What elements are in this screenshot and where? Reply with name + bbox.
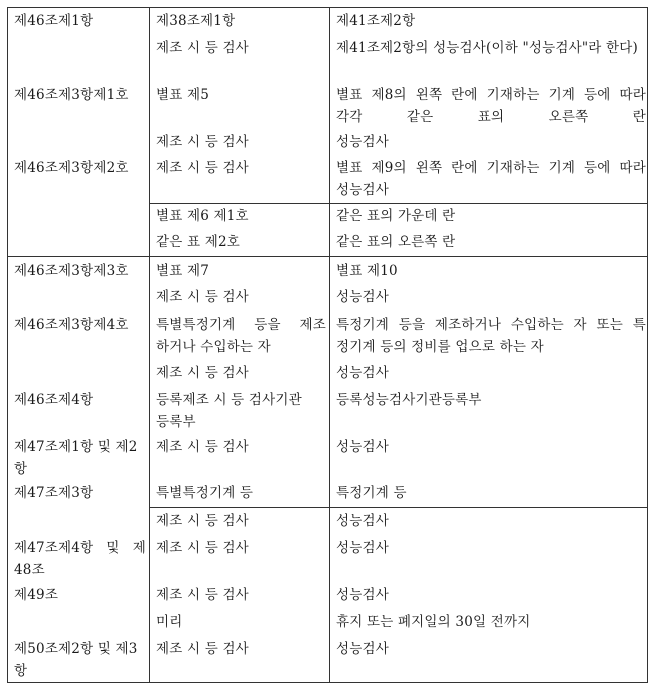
table-cell-provision: 제47조제3항 [14,485,94,501]
table-cell-original: 특별특정기계 등 [156,485,254,501]
cell-line: 각각 같은 표의 오른쪽 란 [336,109,646,125]
table-cell-original: 제조 시 등 검사 [156,540,249,556]
table-cell-provision: 제49조 [14,587,59,603]
table-cell-replacement: 성능검사 [336,134,389,150]
cell-line: 정기계 등의 정비를 업으로 하는 자 [336,339,544,355]
table-cell-replacement: 같은 표의 오른쪽 란 [336,234,456,250]
cell-line: 하거나 수입하는 자 [156,339,271,355]
column-divider [149,7,150,683]
table-cell-provision [14,537,146,581]
table-cell-provision: 제46조제4항 [14,392,94,408]
table-cell-replacement: 성능검사 [336,587,389,603]
table-cell-replacement: 제41조제2항 [336,13,416,29]
row-divider [7,256,648,257]
table-cell-replacement: 휴지 또는 폐지일의 30일 전까지 [336,614,531,630]
table-cell-replacement: 성능검사 [336,641,389,657]
table-cell-original: 제조 시 등 검사 [156,289,249,305]
table-cell-provision: 제46조제3항제2호 [14,160,129,176]
table-cell-original: 미리 [156,614,183,630]
table-cell-original: 제조 시 등 검사 [156,160,249,176]
cell-line: 제47조제1항 및 제2 [14,439,138,455]
table-cell-provision: 제46조제3항제3호 [14,263,129,279]
table-cell-provision [14,638,146,682]
table-cell-replacement: 성능검사 [336,513,389,529]
table-cell-replacement: 특정기계 등 [336,485,407,501]
cell-line: 48조 [14,562,45,578]
table-cell-original [156,389,326,433]
table-cell-original: 제조 시 등 검사 [156,134,249,150]
table-cell-original: 제조 시 등 검사 [156,40,249,56]
table-cell-original: 별표 제5 [156,87,210,103]
row-divider [149,203,648,204]
cell-line: 특정기계 등을 제조하거나 수입하는 자 또는 특 [336,317,646,333]
table-cell-original [156,314,326,358]
cell-line: 제50조제2항 및 제3 [14,641,138,657]
table-cell-replacement: 등록성능검사기관등록부 [336,392,482,408]
table-cell-replacement [336,157,646,201]
cell-line: 별표 제8의 왼쪽 란에 기재하는 기계 등에 따라 [336,87,646,103]
cell-line: 등록제조 시 등 검사기관 [156,392,302,408]
table-cell-original: 같은 표 제2호 [156,234,240,250]
table-cell-original: 제조 시 등 검사 [156,641,249,657]
table-cell-replacement: 성능검사 [336,439,389,455]
cell-line: 별표 제9의 왼쪽 란에 기재하는 기계 등에 따라 [336,160,646,176]
table-cell-replacement: 별표 제10 [336,263,398,279]
row-divider [149,507,648,508]
table-cell-original: 제조 시 등 검사 [156,513,249,529]
table-cell-original: 제38조제1항 [156,13,236,29]
table-cell-replacement: 성능검사 [336,365,389,381]
cell-line: 성능검사 [336,182,389,198]
table-cell-replacement: 같은 표의 가운데 란 [336,208,456,224]
table-cell-original: 제조 시 등 검사 [156,439,249,455]
cell-line: 항 [14,663,28,679]
cell-line: 제47조제4항 및 제 [14,540,146,556]
column-divider [329,7,330,683]
table-cell-original: 별표 제7 [156,263,210,279]
table-cell-original: 별표 제6 제1호 [156,208,249,224]
cell-line: 등록부 [156,414,196,430]
table-cell-provision: 제46조제3항제1호 [14,87,129,103]
table-cell-provision [14,436,146,480]
table-cell-provision: 제46조제3항제4호 [14,317,129,333]
table-cell-provision: 제46조제1항 [14,13,94,29]
table-cell-original: 제조 시 등 검사 [156,365,249,381]
table-cell-replacement [336,314,646,358]
table-cell-original: 제조 시 등 검사 [156,587,249,603]
cell-line: 특별특정기계 등을 제조 [156,317,326,333]
table-cell-replacement: 제41조제2항의 성능검사(이하 "성능검사"라 한다) [336,40,638,56]
table-cell-replacement: 성능검사 [336,540,389,556]
table-cell-replacement [336,84,646,128]
table-cell-replacement: 성능검사 [336,289,389,305]
cell-line: 항 [14,461,28,477]
